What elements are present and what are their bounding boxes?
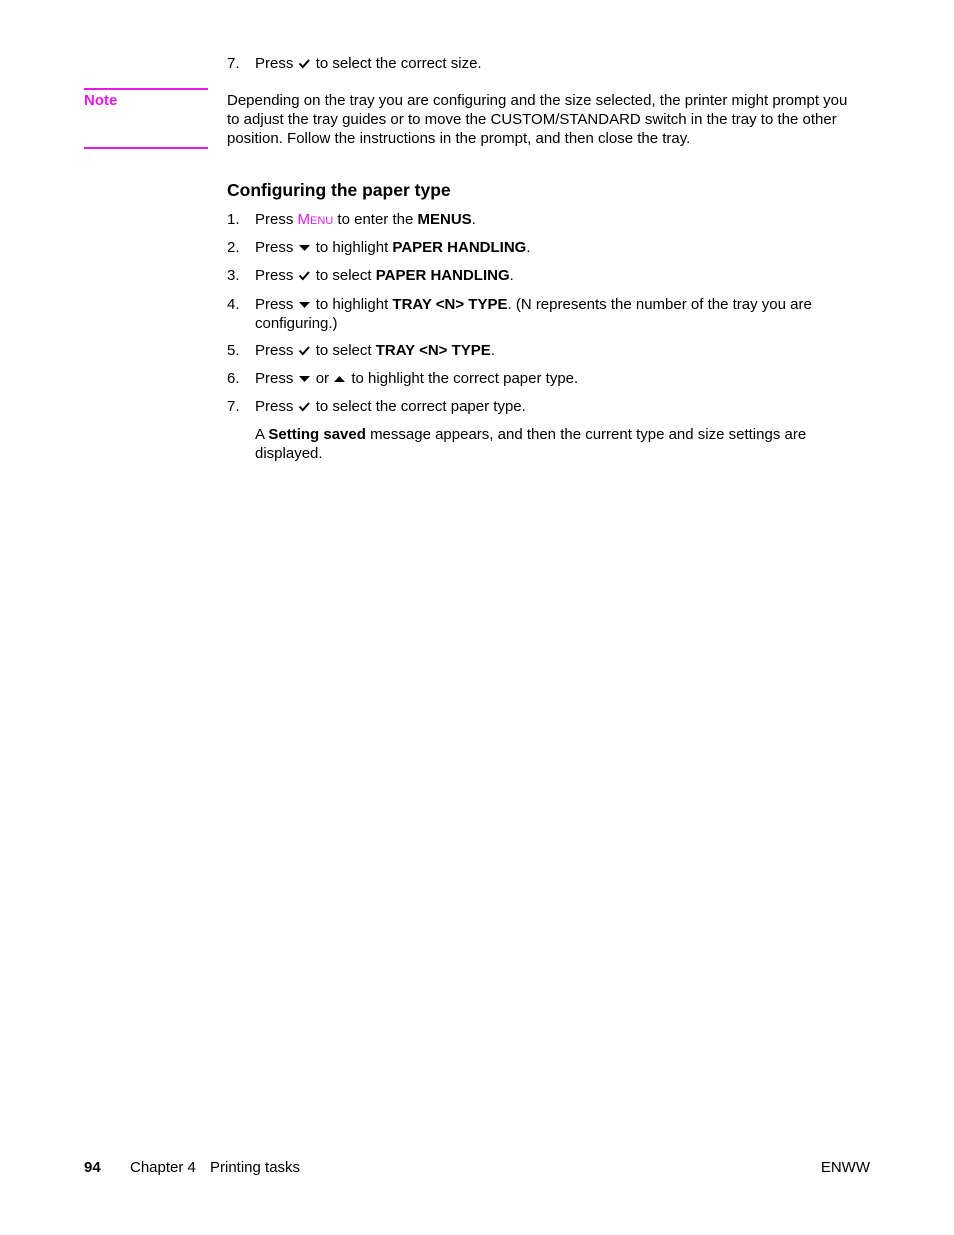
note-label: Note bbox=[84, 92, 118, 109]
check-icon bbox=[298, 58, 311, 69]
chapter-label: Chapter 4 bbox=[130, 1159, 196, 1176]
down-arrow-icon bbox=[298, 373, 311, 384]
check-icon bbox=[298, 401, 311, 412]
page-number: 94 bbox=[84, 1159, 101, 1176]
check-icon bbox=[298, 270, 311, 281]
list-item: 4. Press to highlight TRAY <N> TYPE. (N represents the number of the tray you are configuring.) bbox=[227, 296, 812, 332]
note-top-rule bbox=[84, 88, 208, 90]
menu-key: Menu bbox=[297, 211, 334, 228]
section-heading: Configuring the paper type bbox=[227, 180, 451, 200]
step-number: 7. bbox=[227, 398, 240, 415]
up-arrow-icon bbox=[333, 373, 346, 384]
note-text: Depending on the tray you are configuring and the size selected, the printer might prompt you to adjust the tray guides or to move the CUSTOM/STANDARD switch in the tray to the other position. Follow the instructions in the prompt, and then close the tray. bbox=[227, 92, 848, 147]
list-item: 5. Press to select TRAY <N> TYPE. bbox=[227, 342, 495, 359]
list-item: 1. Press Menu to enter the MENUS. bbox=[227, 211, 476, 228]
step-number: 3. bbox=[227, 267, 240, 284]
step-number: 6. bbox=[227, 370, 240, 387]
step-number: 5. bbox=[227, 342, 240, 359]
check-icon bbox=[298, 345, 311, 356]
list-item: 3. Press to select PAPER HANDLING. bbox=[227, 267, 514, 284]
chapter-title: Printing tasks bbox=[210, 1159, 301, 1176]
list-item: 7. Press to select the correct paper type. bbox=[227, 398, 526, 415]
list-item: 6. Press or to highlight the correct paper type. bbox=[227, 370, 579, 387]
list-item: 2. Press to highlight PAPER HANDLING. bbox=[227, 239, 531, 256]
step-number: 1. bbox=[227, 211, 240, 228]
result-paragraph: A Setting saved message appears, and then the current type and size settings are displayed. bbox=[255, 426, 807, 462]
down-arrow-icon bbox=[298, 242, 311, 253]
list-item: 7. Press to select the correct size. bbox=[227, 55, 482, 72]
note-bottom-rule bbox=[84, 147, 208, 149]
step-number: 4. bbox=[227, 296, 240, 313]
step-number: 7. bbox=[227, 55, 240, 72]
locale-code: ENWW bbox=[820, 1159, 870, 1176]
down-arrow-icon bbox=[298, 299, 311, 310]
step-number: 2. bbox=[227, 239, 240, 256]
